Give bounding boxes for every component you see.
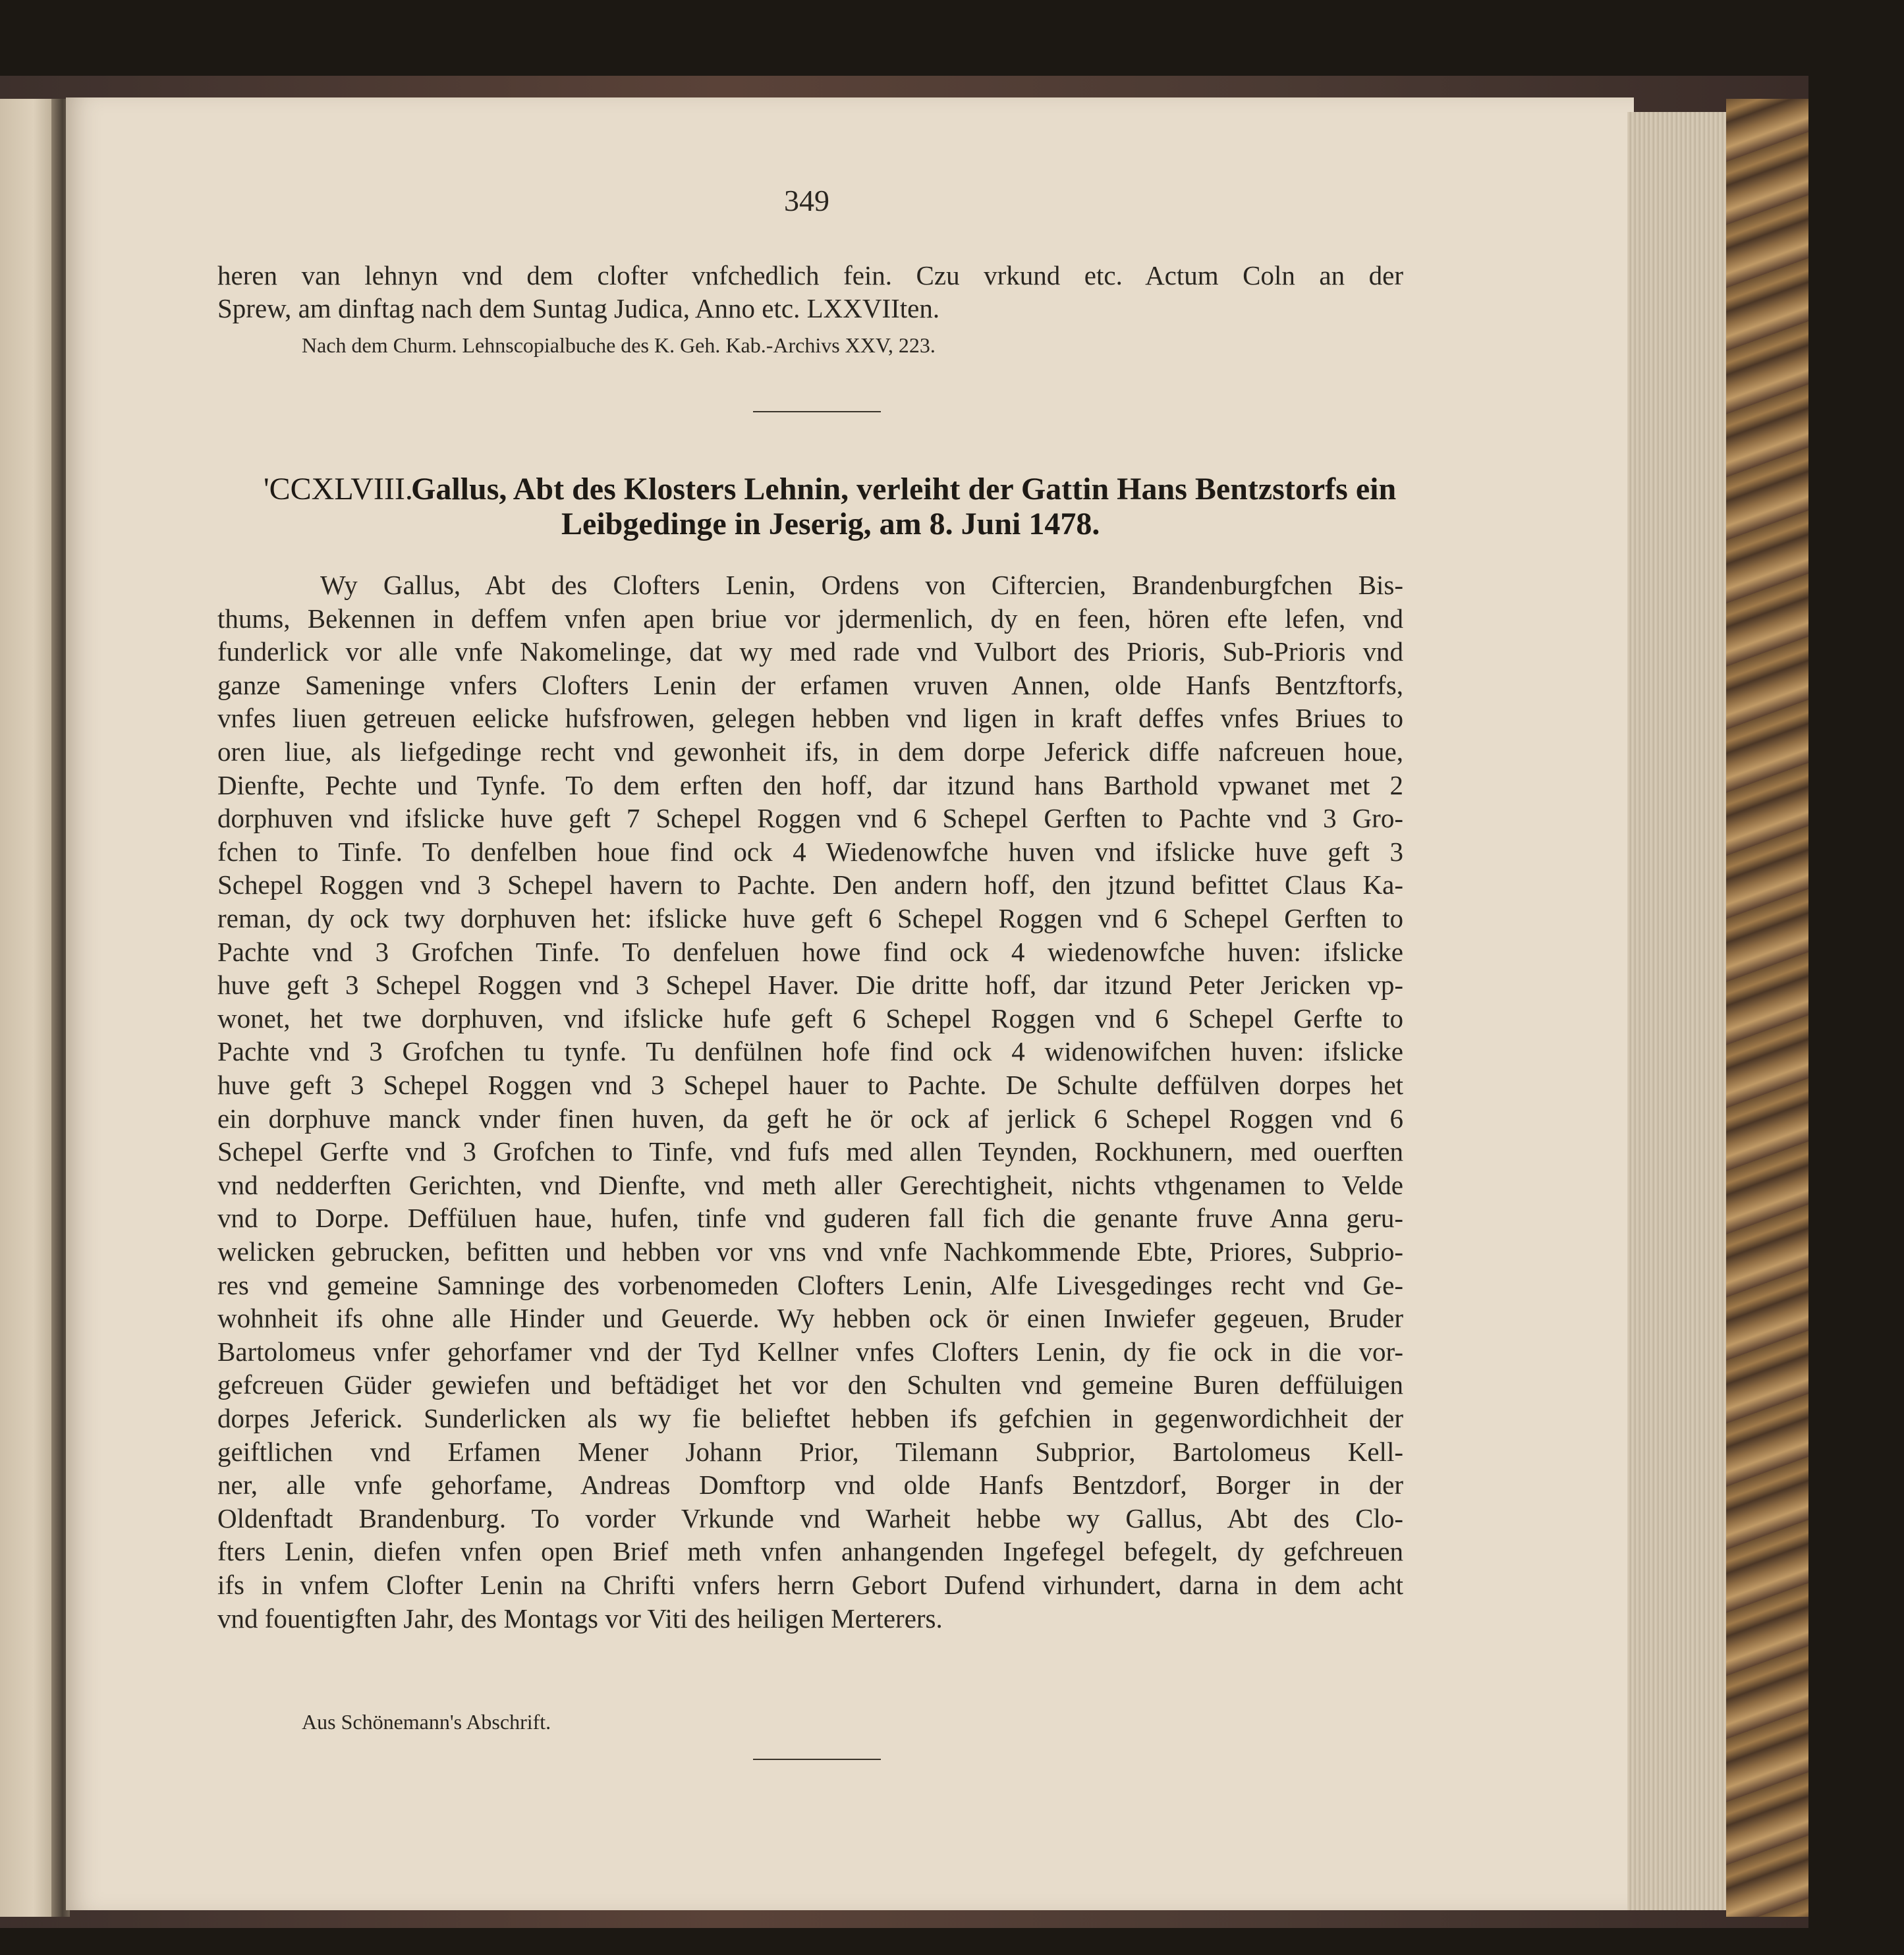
body-text-line: ifs in vnfem Clofter Lenin na Chrifti vnfers herrn Gebort Dufend virhundert, darna in dem acht — [217, 1570, 1403, 1600]
document-title-line: Gallus, Abt des Klosters Lehnin, verleiht der Gattin Hans Bentzstorfs ein — [411, 472, 1397, 507]
body-text-line: Pachte vnd 3 Grofchen tu tynfe. Tu denfülnen hofe find ock 4 widenowifchen huven: ifslicke — [217, 1036, 1403, 1067]
body-text-line: vnfes liuen getreuen eelicke hufsfrowen, gelegen hebben vnd ligen in kraft deffes vnfes Briues to — [217, 703, 1403, 734]
body-text-line: Bartolomeus vnfer gehorfamer vnd der Tyd Kellner vnfes Clofters Lenin, dy fie ock in die vor- — [217, 1336, 1403, 1367]
section-divider — [753, 1759, 881, 1760]
body-text-line: thums, Bekennen in deffem vnfen apen briue vor jdermenlich, dy en feen, hören efte lefen, vnd — [217, 603, 1403, 634]
preceding-text-line: heren van lehnyn vnd dem clofter vnfchedlich fein. Czu vrkund etc. Actum Coln an der — [217, 260, 1403, 290]
body-text-line: vnd fouentigften Jahr, des Montags vor Viti des heiligen Merterers. — [217, 1603, 943, 1634]
body-text-line: huve geft 3 Schepel Roggen vnd 3 Schepel hauer to Pachte. De Schulte deffülven dorpes het — [217, 1070, 1403, 1100]
body-text-line: res vnd gemeine Samninge des vorbenomeden Clofters Lenin, Alfe Livesgedinges recht vnd Ge- — [217, 1269, 1403, 1300]
body-text-line: Dienfte, Pechte und Tynfe. To dem erften den hoff, dar itzund hans Barthold vpwanet met 2 — [217, 769, 1403, 800]
body-text-line: vnd nedderften Gerichten, vnd Dienfte, vnd meth aller Gerechtigheit, nichts vthgenamen to Velde — [217, 1169, 1403, 1200]
document-source-note: Aus Schönemann's Abschrift. — [302, 1710, 551, 1734]
body-text-line: funderlick vor alle vnfe Nakomelinge, dat wy med rade vnd Vulbort des Prioris, Sub-Prioris vnd — [217, 636, 1403, 667]
body-text-line: ein dorphuve manck vnder finen huven, da geft he ör ock af jerlick 6 Schepel Roggen vnd 6 — [217, 1103, 1403, 1134]
body-text-line: vnd to Dorpe. Deffüluen haue, hufen, tinfe vnd guderen fall fich die genante fruve Anna geru- — [217, 1203, 1403, 1234]
page-block-edge — [1627, 112, 1733, 1910]
body-text-line: fchen to Tinfe. To denfelben houe find ock 4 Wiedenowfche huven vnd ifslicke huve geft 3 — [217, 836, 1403, 867]
body-text-line: ner, alle vnfe gehorfame, Andreas Domftorp vnd olde Hanfs Bentzdorf, Borger in der — [217, 1470, 1403, 1501]
body-text-line: Schepel Roggen vnd 3 Schepel havern to Pachte. Den andern hoff, den jtzund befittet Claus Ka- — [217, 869, 1403, 900]
body-text-line: Wy Gallus, Abt des Clofters Lenin, Ordens von Ciftercien, Brandenburgfchen Bis- — [320, 570, 1403, 600]
body-text-line: fters Lenin, diefen vnfen open Brief meth vnfen anhangenden Ingefegel befegelt, dy gefchreuen — [217, 1536, 1403, 1567]
body-text-line: ganze Sameninge vnfers Clofters Lenin der erfamen vruven Annen, olde Hanfs Bentzftorfs, — [217, 669, 1403, 700]
preceding-text-line: Sprew, am dinftag nach dem Suntag Judica, Anno etc. LXXVIIten. — [217, 293, 940, 323]
body-text-line: gefcreuen Güder gewiefen und beftädiget het vor den Schulten vnd gemeine Buren deffüluigen — [217, 1369, 1403, 1400]
body-text-line: Pachte vnd 3 Grofchen Tinfe. To denfeluen howe find ock 4 wiedenowfche huven: ifslicke — [217, 936, 1403, 967]
body-text-line: dorpes Jeferick. Sunderlicken als wy fie beliеftet hebben ifs gefchien in gegenwordichheit der — [217, 1403, 1403, 1433]
document-title-line: Leibgedinge in Jeserig, am 8. Juni 1478. — [561, 507, 1100, 541]
body-text-line: welicken gebrucken, befitten und hebben vor vns vnd vnfe Nachkommende Ebte, Priores, Subprio- — [217, 1236, 1403, 1267]
body-text-line: huve geft 3 Schepel Roggen vnd 3 Schepel Haver. Die dritte hoff, dar itzund Peter Jericken vp- — [217, 970, 1403, 1001]
page-number: 349 — [784, 184, 829, 217]
body-text-line: geiftlichen vnd Erfamen Mener Johann Prior, Tilemann Subprior, Bartolomeus Kell- — [217, 1436, 1403, 1467]
section-divider — [753, 411, 881, 412]
body-text-line: Schepel Gerfte vnd 3 Grofchen to Tinfe, vnd fufs med allen Teynden, Rockhunern, med ouerften — [217, 1136, 1403, 1167]
marbled-board-edge — [1726, 99, 1808, 1917]
body-text-line: oren liue, als liefgedinge recht vnd gewonheit ifs, in dem dorpe Jeferick diffe nafcreuen houe, — [217, 736, 1403, 767]
body-text-line: reman, dy ock twy dorphuven het: ifslicke huve geft 6 Schepel Roggen vnd 6 Schepel Gerften to — [217, 903, 1403, 933]
left-page-edge — [0, 99, 56, 1917]
body-text-line: dorphuven vnd ifslicke huve geft 7 Schepel Roggen vnd 6 Schepel Gerften to Pachte vnd 3 Gro- — [217, 803, 1403, 834]
document-number: 'CCXLVIII. — [264, 472, 413, 507]
preceding-source-note: Nach dem Churm. Lehnscopialbuche des K. Geh. Kab.-Archivs XXV, 223. — [302, 333, 936, 357]
body-text-line: Oldenftadt Brandenburg. To vorder Vrkunde vnd Warheit hebbe wy Gallus, Abt des Clo- — [217, 1502, 1403, 1533]
body-text-line: wonet, het twe dorphuven, vnd ifslicke hufe geft 6 Schepel Roggen vnd 6 Schepel Gerfte to — [217, 1003, 1403, 1033]
body-text-line: wohnheit ifs ohne alle Hinder und Geuerde. Wy hebben ock ör einen Inwiefer gegeuen, Bruder — [217, 1303, 1403, 1334]
